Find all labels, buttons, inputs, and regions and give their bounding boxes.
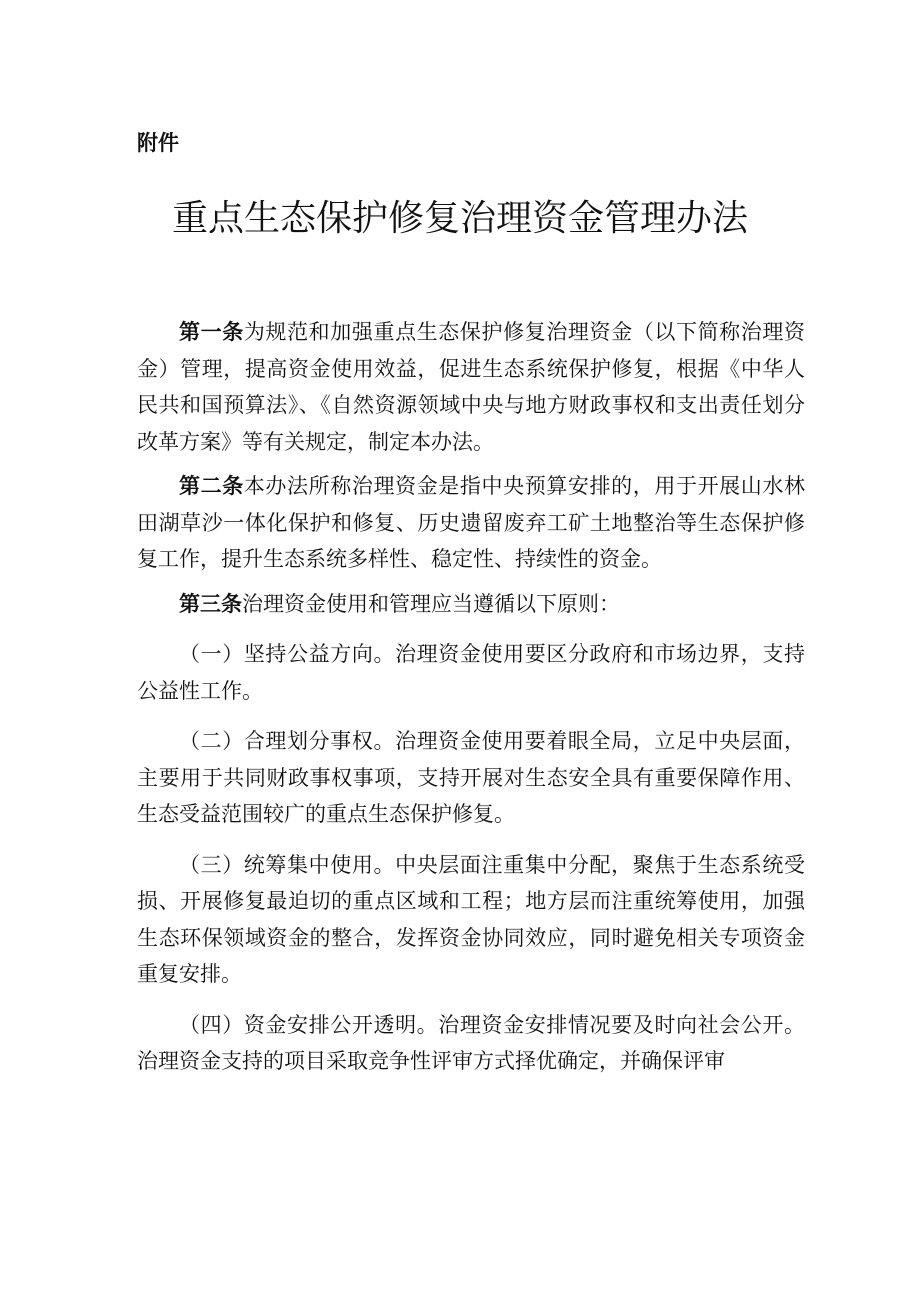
- principle-4: （四）资金安排公开透明。治理资金安排情况要及时向社会公开。治理资金支持的项目采取竞争性评审方式择优确定，并确保评审: [137, 1012, 805, 1073]
- article-number: 第一条: [179, 320, 244, 344]
- article-number: 第三条: [179, 591, 242, 616]
- article-3: [137, 586, 805, 623]
- article-number: 第二条: [179, 474, 244, 498]
- article-2: [137, 468, 805, 578]
- article-text: 治理资金使用和管理应当遵循以下原则：: [242, 591, 620, 616]
- principle-1: （一）坚持公益方向。治理资金使用要区分政府和市场边界，支持公益性工作。: [137, 642, 805, 703]
- attachment-label: 附件: [137, 131, 179, 155]
- article-text: 为规范和加强重点生态保护修复治理资金（以下简称治理资金）管理，提高资金使用效益，促进生态系统保护修复，根据《中华人民共和国预算法》、《自然资源领域中央与地方财政事权和支出责任划分改革方案》等有关规定，制定本办法。: [137, 320, 806, 454]
- principle-3: （三）统筹集中使用。中央层面注重集中分配，聚焦于生态系统受损、开展修复最迫切的重点区域和工程；地方层而注重统筹使用，加强生态环保领域资金的整合，发挥资金协同效应，同时避免相关专项资金重复安排。: [137, 852, 805, 986]
- document-title: 重点生态保护修复治理资金管理办法: [171, 198, 748, 239]
- document-body: [137, 314, 805, 1080]
- article-1: [137, 314, 805, 460]
- principle-2: （二）合理划分事权。治理资金使用要着眼全局，立足中央层面，主要用于共同财政事权事项，支持开展对生态安全具有重要保障作用、生态受益范围较广的重点生态保护修复。: [137, 729, 805, 826]
- article-text: 本办法所称治理资金是指中央预算安排的，用于开展山水林田湖草沙一体化保护和修复、历史遗留废弃工矿土地整治等生态保护修复工作，提升生态系统多样性、稳定性、持续性的资金。: [137, 474, 806, 571]
